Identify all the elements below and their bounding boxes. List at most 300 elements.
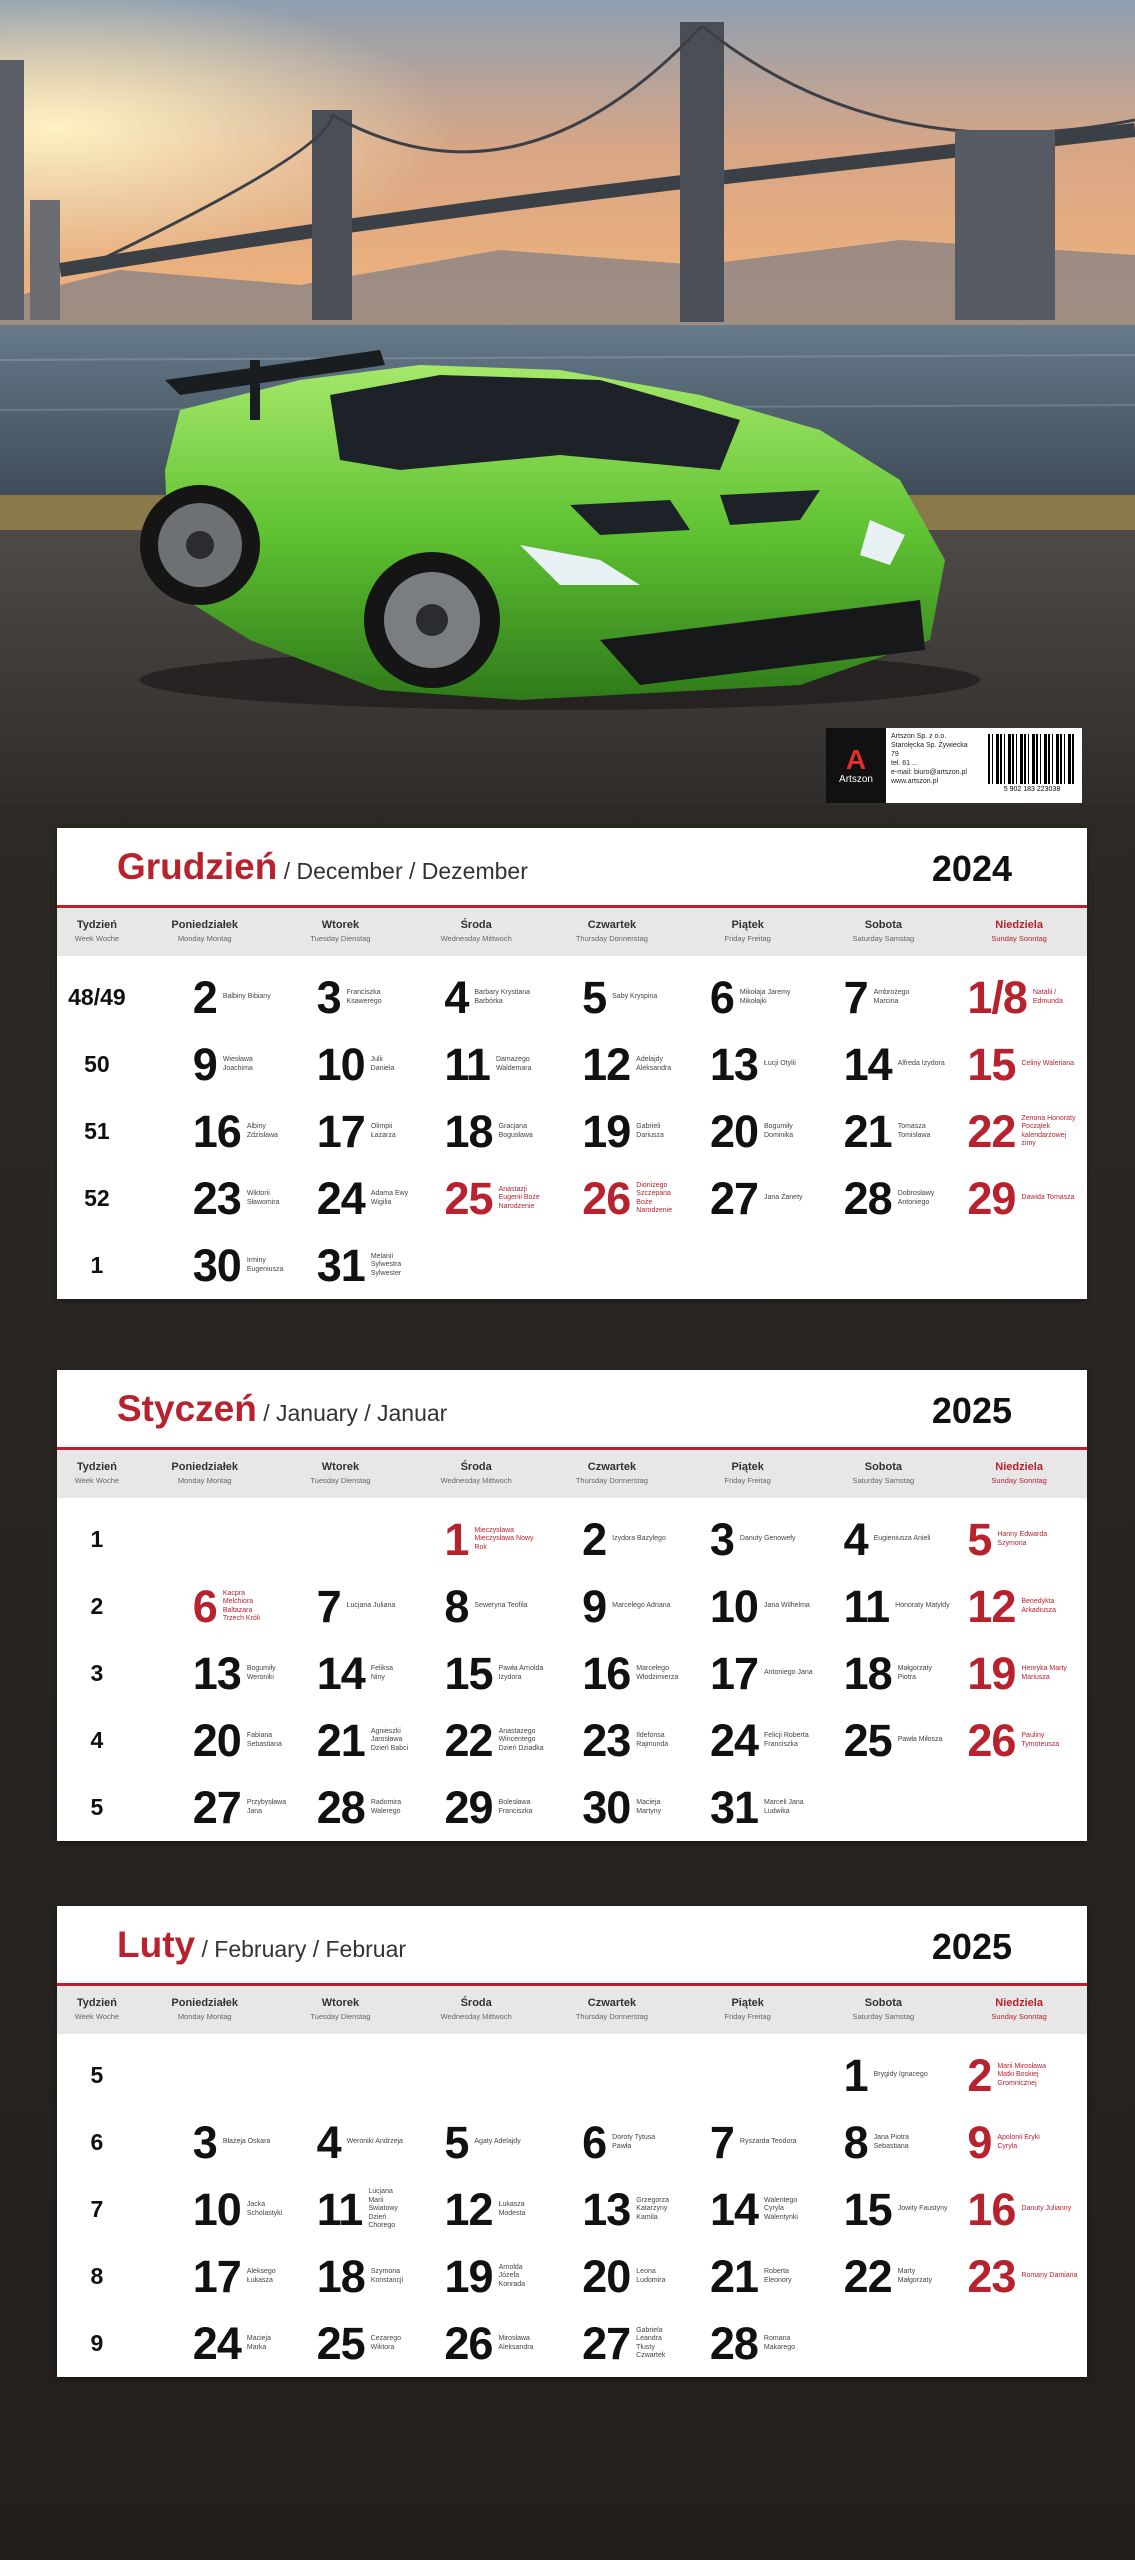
day-number: 1 bbox=[843, 2050, 868, 2101]
name-day-text: Gracjana Bogusława bbox=[498, 1123, 533, 1139]
day-cell bbox=[273, 1640, 409, 1707]
weekday-header bbox=[137, 919, 273, 945]
day-cell bbox=[137, 1774, 287, 1841]
day-cell bbox=[544, 2042, 680, 2109]
week-row bbox=[57, 1774, 1087, 1841]
day-cell bbox=[951, 2310, 1087, 2377]
weekday-translation: Saturday Samstag bbox=[852, 934, 915, 943]
month-panel bbox=[57, 828, 1087, 1299]
week-row bbox=[57, 2042, 1087, 2109]
week-row bbox=[57, 964, 1087, 1031]
day-cell bbox=[273, 1232, 409, 1299]
name-day-text: Marcelego Adriana bbox=[612, 1602, 671, 1610]
day-number: 8 bbox=[444, 1581, 469, 1632]
name-day-text: Marii Mirosława Matki Boskiej Gromnicznej bbox=[997, 2062, 1046, 2087]
name-day-text: Lucjana Marii Światowy Dzień Chorego bbox=[368, 2188, 398, 2230]
weekday-header-row bbox=[57, 1986, 1087, 2034]
day-cell bbox=[137, 2109, 273, 2176]
day-cell bbox=[680, 2310, 816, 2377]
day-number: 28 bbox=[709, 2318, 758, 2369]
day-cell bbox=[273, 2243, 409, 2310]
day-cell bbox=[273, 2176, 409, 2243]
day-number: 26 bbox=[582, 1173, 631, 1224]
day-number: 26 bbox=[444, 2318, 493, 2369]
week-number: 5 bbox=[90, 1794, 104, 1820]
day-number: 14 bbox=[843, 1039, 892, 1090]
weekday-name: Wtorek bbox=[321, 919, 360, 931]
day-number: 25 bbox=[444, 1173, 493, 1224]
day-cell bbox=[544, 1640, 680, 1707]
day-number: 24 bbox=[316, 1173, 365, 1224]
day-number: 7 bbox=[709, 2117, 734, 2168]
day-number: 10 bbox=[192, 2184, 241, 2235]
weekday-translation: Friday Freitag bbox=[724, 934, 771, 943]
name-day-text: Romana Makarego bbox=[763, 2335, 796, 2351]
publisher-line: Artszon Sp. z o.o. bbox=[891, 733, 947, 740]
day-number: 31 bbox=[709, 1782, 758, 1833]
name-day-text: Bogumiły Dominika bbox=[764, 1123, 794, 1139]
name-day-text: Błażeja Oskara bbox=[222, 2138, 271, 2146]
day-number: 12 bbox=[444, 2184, 493, 2235]
weekday-header bbox=[408, 919, 544, 945]
day-number: 9 bbox=[582, 1581, 607, 1632]
name-day-text: Leona Ludomira bbox=[636, 2268, 666, 2284]
day-number: 10 bbox=[709, 1581, 758, 1632]
day-cell bbox=[408, 964, 544, 1031]
weekday-translation: Sunday Sonntag bbox=[991, 1476, 1047, 1485]
day-number: 24 bbox=[192, 2318, 241, 2369]
day-cell bbox=[408, 1573, 544, 1640]
day-number: 22 bbox=[843, 2251, 892, 2302]
month-title bbox=[117, 1924, 406, 1966]
week-number: 48/49 bbox=[68, 984, 126, 1010]
barcode-number: 5 902 183 223038 bbox=[1003, 786, 1061, 793]
barcode bbox=[986, 734, 1078, 797]
day-number: 4 bbox=[444, 972, 469, 1023]
day-number: 22 bbox=[444, 1715, 493, 1766]
day-number: 17 bbox=[316, 1106, 365, 1157]
day-cell bbox=[544, 1098, 680, 1165]
day-cell bbox=[816, 1031, 952, 1098]
day-cell bbox=[409, 1707, 545, 1774]
day-cell bbox=[273, 2310, 409, 2377]
day-cell bbox=[951, 1774, 1087, 1841]
name-day-text: Mirosława Aleksandra bbox=[498, 2335, 534, 2351]
name-day-text: Felicji Roberta Franciszka bbox=[764, 1732, 809, 1748]
day-number: 28 bbox=[843, 1173, 892, 1224]
day-cell bbox=[816, 1707, 952, 1774]
publisher-line: tel. 61 ... bbox=[891, 760, 918, 767]
weekday-translation: Week Woche bbox=[74, 1476, 120, 1485]
day-cell bbox=[408, 2109, 544, 2176]
day-cell bbox=[816, 2109, 952, 2176]
weekday-header bbox=[680, 1461, 816, 1487]
day-cell bbox=[951, 1640, 1087, 1707]
month-translations: / January / Januar bbox=[256, 1400, 448, 1426]
weekday-header bbox=[137, 1461, 273, 1487]
name-day-text: Mieczysława Mieczysława Nowy Rok bbox=[474, 1526, 534, 1551]
weekday-name: Niedziela bbox=[995, 1461, 1043, 1473]
name-day-text: Małgorzaty Piotra bbox=[897, 1665, 932, 1681]
month-name: Styczeń bbox=[117, 1388, 257, 1429]
name-day-text: Macieja Marka bbox=[246, 2335, 271, 2351]
name-day-text: Franciszka Ksawerego bbox=[346, 989, 382, 1005]
month-panel bbox=[57, 1906, 1087, 2377]
day-number: 4 bbox=[316, 2117, 341, 2168]
day-number: 22 bbox=[967, 1106, 1016, 1157]
name-day-text: Natalii / Edmunda bbox=[1032, 989, 1063, 1005]
day-cell bbox=[680, 1573, 816, 1640]
weekday-name: Poniedziałek bbox=[171, 1997, 239, 2009]
name-day-text: Doroty Tytusa Pawła bbox=[612, 2134, 656, 2150]
month-header bbox=[57, 828, 1087, 908]
weekday-header bbox=[544, 919, 680, 945]
day-cell bbox=[951, 1506, 1087, 1573]
month-translations: / February / Februar bbox=[195, 1936, 407, 1962]
day-number: 3 bbox=[709, 1514, 734, 1565]
days-grid bbox=[57, 2034, 1087, 2377]
name-day-text: Jowity Faustyny bbox=[897, 2205, 948, 2213]
day-cell bbox=[544, 2310, 680, 2377]
name-day-text: Grzegorza Katarzyny Kamila bbox=[636, 2196, 669, 2221]
name-day-text: Pauliny Tymoteusza bbox=[1021, 1732, 1060, 1748]
calendar-photo bbox=[0, 0, 1135, 805]
days-grid bbox=[57, 956, 1087, 1299]
day-cell bbox=[680, 2109, 816, 2176]
name-day-text: Weroniki Andrzeja bbox=[346, 2138, 403, 2146]
day-cell bbox=[544, 1707, 680, 1774]
day-cell bbox=[273, 1774, 409, 1841]
name-day-text: Apolonii Eryki Cyryla bbox=[997, 2134, 1040, 2150]
day-number: 3 bbox=[316, 972, 341, 1023]
weekday-name: Sobota bbox=[864, 919, 903, 931]
day-number: 18 bbox=[444, 1106, 493, 1157]
weekday-header bbox=[544, 1997, 680, 2023]
day-cell bbox=[544, 964, 680, 1031]
day-number: 16 bbox=[582, 1648, 631, 1699]
week-row bbox=[57, 1506, 1087, 1573]
month-title bbox=[117, 846, 528, 888]
name-day-text: Eugieniusza Anieli bbox=[873, 1535, 931, 1543]
name-day-text: Gabrieli Dariusza bbox=[636, 1123, 664, 1139]
day-number: 16 bbox=[967, 2184, 1016, 2235]
day-number: 13 bbox=[582, 2184, 631, 2235]
day-cell bbox=[408, 2310, 544, 2377]
weekday-header bbox=[816, 1997, 952, 2023]
day-number: 23 bbox=[192, 1173, 241, 1224]
day-number: 12 bbox=[967, 1581, 1016, 1632]
day-number: 11 bbox=[316, 2184, 363, 2235]
barcode-bars bbox=[988, 734, 1076, 784]
week-row bbox=[57, 1232, 1087, 1299]
day-number: 5 bbox=[967, 1514, 992, 1565]
day-cell bbox=[680, 1707, 816, 1774]
day-number: 17 bbox=[709, 1648, 758, 1699]
name-day-text: Jacka Scholastyki bbox=[246, 2201, 283, 2217]
day-number: 2 bbox=[967, 2050, 992, 2101]
day-cell bbox=[273, 1098, 409, 1165]
month-year: 2025 bbox=[931, 1926, 1012, 1967]
day-cell bbox=[816, 1506, 952, 1573]
day-cell bbox=[273, 2109, 409, 2176]
week-number: 2 bbox=[90, 1593, 104, 1619]
day-number: 14 bbox=[709, 2184, 758, 2235]
name-day-text: Henryka Marty Mariusza bbox=[1021, 1665, 1067, 1681]
weekday-translation: Tuesday Dienstag bbox=[310, 934, 371, 943]
week-number: 3 bbox=[90, 1660, 104, 1686]
day-cell bbox=[544, 2109, 680, 2176]
weekday-translation: Saturday Samstag bbox=[852, 2012, 915, 2021]
day-cell bbox=[951, 1573, 1087, 1640]
day-cell bbox=[951, 2243, 1087, 2310]
publisher-logo-icon: A bbox=[845, 744, 867, 775]
day-number: 20 bbox=[192, 1715, 241, 1766]
week-row bbox=[57, 1640, 1087, 1707]
day-cell bbox=[273, 964, 409, 1031]
day-cell bbox=[273, 1165, 409, 1232]
day-number: 6 bbox=[709, 972, 734, 1023]
day-cell bbox=[816, 1640, 952, 1707]
name-day-text: Agnieszki Jarosława Dzień Babci bbox=[370, 1727, 409, 1752]
car-bridge-illustration bbox=[0, 0, 1135, 805]
weekday-name: Tydzień bbox=[76, 1997, 117, 2009]
publisher-line: Starolęcka Sp. Żywiecka 79 bbox=[891, 742, 968, 758]
day-cell bbox=[544, 2176, 680, 2243]
days-grid bbox=[57, 1498, 1087, 1841]
day-number: 20 bbox=[709, 1106, 758, 1157]
name-day-text: Ryszarda Teodora bbox=[739, 2138, 797, 2146]
day-cell bbox=[816, 2042, 952, 2109]
day-cell bbox=[544, 1573, 680, 1640]
day-number: 23 bbox=[967, 2251, 1016, 2302]
day-number: 19 bbox=[444, 2251, 493, 2302]
day-cell bbox=[680, 2042, 816, 2109]
day-number: 15 bbox=[843, 2184, 892, 2235]
day-cell bbox=[409, 1640, 545, 1707]
name-day-text: Zenona Honoraty Początek kalendarzowej zimy bbox=[1021, 1114, 1076, 1147]
weekday-translation: Sunday Sonntag bbox=[991, 934, 1047, 943]
day-cell bbox=[816, 1098, 952, 1165]
name-day-text: Celiny Waleriana bbox=[1021, 1060, 1075, 1068]
day-number: 31 bbox=[316, 1240, 365, 1291]
day-cell bbox=[409, 2243, 545, 2310]
name-day-text: Dawida Tomasza bbox=[1021, 1194, 1075, 1202]
day-cell bbox=[680, 1774, 816, 1841]
day-number: 29 bbox=[967, 1173, 1016, 1224]
weekday-header bbox=[273, 1997, 409, 2023]
month-panel bbox=[57, 1370, 1087, 1841]
month-year: 2024 bbox=[931, 848, 1012, 889]
weekday-translation: Friday Freitag bbox=[724, 2012, 771, 2021]
day-cell bbox=[951, 964, 1087, 1031]
day-number: 21 bbox=[709, 2251, 758, 2302]
weekday-header bbox=[273, 919, 409, 945]
name-day-text: Danuty Genowefy bbox=[739, 1535, 796, 1543]
day-number: 11 bbox=[444, 1039, 490, 1090]
weekday-header bbox=[951, 1461, 1087, 1487]
day-number: 21 bbox=[843, 1106, 892, 1157]
name-day-text: Dionizego Szczepana Boże Narodzenie bbox=[636, 1181, 673, 1214]
day-cell bbox=[273, 1573, 409, 1640]
weekday-header bbox=[816, 919, 952, 945]
name-day-text: Irminy Eugeniusza bbox=[246, 1257, 284, 1273]
name-day-text: Danuty Julianny bbox=[1021, 2205, 1072, 2213]
day-cell bbox=[137, 2042, 273, 2109]
name-day-text: Fabiana Sebastiana bbox=[246, 1732, 282, 1748]
name-day-text: Anastazego Wincentego Dzień Dziadka bbox=[498, 1727, 544, 1752]
week-row bbox=[57, 2243, 1087, 2310]
weekday-translation: Week Woche bbox=[74, 2012, 120, 2021]
day-cell bbox=[137, 964, 273, 1031]
publisher-address bbox=[886, 728, 982, 803]
name-day-text: Pawła Arnolda Izydora bbox=[498, 1665, 544, 1681]
day-cell bbox=[137, 1232, 284, 1299]
day-number: 13 bbox=[192, 1648, 241, 1699]
day-number: 1/8 bbox=[967, 972, 1027, 1023]
day-number: 19 bbox=[582, 1106, 631, 1157]
name-day-text: Melanii Sylwestra Sylwester bbox=[370, 1252, 402, 1277]
day-number: 15 bbox=[967, 1039, 1016, 1090]
day-number: 11 bbox=[843, 1581, 890, 1632]
day-cell bbox=[951, 2109, 1087, 2176]
weekday-name: Tydzień bbox=[76, 919, 117, 931]
day-cell bbox=[680, 2243, 816, 2310]
day-cell bbox=[544, 1774, 680, 1841]
weekday-header-row bbox=[57, 908, 1087, 956]
name-day-text: Benedykta Arkadiusza bbox=[1021, 1598, 1057, 1614]
week-number: 8 bbox=[90, 2263, 104, 2289]
day-cell bbox=[273, 2042, 409, 2109]
week-row bbox=[57, 2176, 1087, 2243]
name-day-text: Łucji Otylii bbox=[763, 1060, 796, 1068]
weekday-translation: Saturday Samstag bbox=[852, 1476, 915, 1485]
day-number: 7 bbox=[843, 972, 868, 1023]
day-cell bbox=[137, 1165, 280, 1232]
weekday-header-row bbox=[57, 1450, 1087, 1498]
day-number: 2 bbox=[192, 972, 217, 1023]
name-day-text: Przybysława Jana bbox=[246, 1799, 287, 1815]
day-cell bbox=[951, 1165, 1087, 1232]
weekday-translation: Monday Montag bbox=[177, 2012, 232, 2021]
weekday-translation: Week Woche bbox=[74, 934, 120, 943]
name-day-text: Jana Wilhelma bbox=[763, 1602, 810, 1610]
day-cell bbox=[816, 1774, 952, 1841]
week-number: 1 bbox=[90, 1252, 104, 1278]
name-day-text: Ambrożego Marcina bbox=[873, 989, 910, 1005]
day-cell bbox=[680, 1165, 816, 1232]
name-day-text: Romany Damiana bbox=[1021, 2272, 1078, 2280]
name-day-text: Kacpra Melchiora Baltazara Trzech Króli bbox=[222, 1589, 260, 1622]
day-cell bbox=[680, 1031, 816, 1098]
day-number: 30 bbox=[192, 1240, 241, 1291]
weekday-name: Czwartek bbox=[587, 1997, 637, 2009]
day-cell bbox=[137, 1031, 273, 1098]
month-title bbox=[117, 1388, 447, 1430]
weekday-header bbox=[544, 1461, 680, 1487]
day-cell bbox=[137, 2310, 273, 2377]
day-cell bbox=[951, 2042, 1087, 2109]
publisher-name: Artszon bbox=[839, 774, 873, 785]
name-day-text: Anastazji Eugenii Boże Narodzenie bbox=[498, 1185, 540, 1210]
day-cell bbox=[137, 1506, 273, 1573]
day-cell bbox=[951, 1098, 1087, 1165]
weekday-name: Środa bbox=[460, 1461, 492, 1473]
weekday-header bbox=[273, 1461, 409, 1487]
day-number: 26 bbox=[967, 1715, 1016, 1766]
day-cell bbox=[409, 1774, 545, 1841]
name-day-text: Honoraty Matyldy bbox=[895, 1602, 950, 1610]
name-day-text: Szymona Konstancji bbox=[370, 2268, 404, 2284]
weekday-name: Poniedziałek bbox=[171, 919, 239, 931]
day-number: 18 bbox=[843, 1648, 892, 1699]
name-day-text: Julii Daniela bbox=[370, 1056, 395, 1072]
name-day-text: Walentego Cyryla Walentynki bbox=[764, 2196, 798, 2221]
week-row bbox=[57, 1031, 1087, 1098]
publisher-line: e-mail: biuro@artszon.pl bbox=[891, 769, 967, 776]
weekday-translation: Monday Montag bbox=[177, 1476, 232, 1485]
day-cell bbox=[409, 1165, 545, 1232]
name-day-text: Alfreda Izydora bbox=[897, 1060, 945, 1068]
day-number: 21 bbox=[316, 1715, 365, 1766]
day-cell bbox=[816, 964, 952, 1031]
week-number-header bbox=[57, 1461, 137, 1487]
publisher-badge bbox=[826, 728, 1082, 803]
day-cell bbox=[409, 2176, 545, 2243]
week-number: 9 bbox=[90, 2330, 104, 2356]
weekday-translation: Wednesday Mittwoch bbox=[440, 2012, 512, 2021]
name-day-text: Ildefonsa Rajmunda bbox=[636, 1732, 669, 1748]
name-day-text: Gabriela Leandra Tłusty Czwartek bbox=[636, 2326, 666, 2359]
day-number: 10 bbox=[316, 1039, 365, 1090]
weekday-header bbox=[816, 1461, 952, 1487]
day-number: 12 bbox=[582, 1039, 631, 1090]
day-number: 4 bbox=[843, 1514, 868, 1565]
day-number: 3 bbox=[192, 2117, 217, 2168]
day-number: 27 bbox=[709, 1173, 758, 1224]
day-cell bbox=[408, 2042, 544, 2109]
name-day-text: Pawła Miłosza bbox=[897, 1736, 943, 1744]
day-cell bbox=[816, 1165, 952, 1232]
week-row bbox=[57, 2109, 1087, 2176]
day-number: 17 bbox=[192, 2251, 241, 2302]
weekday-header bbox=[137, 1997, 273, 2023]
name-day-text: Adama Ewy Wigilia bbox=[370, 1190, 409, 1206]
week-number: 7 bbox=[90, 2196, 104, 2222]
day-cell bbox=[137, 1707, 282, 1774]
day-number: 27 bbox=[582, 2318, 631, 2369]
weekday-translation: Thursday Donnerstag bbox=[575, 2012, 648, 2021]
day-cell bbox=[137, 1098, 278, 1165]
day-number: 15 bbox=[444, 1648, 493, 1699]
name-day-text: Hanny Edwarda Szymona bbox=[997, 1531, 1048, 1547]
month-name: Grudzień bbox=[117, 846, 278, 887]
day-cell bbox=[680, 2176, 816, 2243]
day-cell bbox=[951, 1232, 1087, 1299]
weekday-translation: Wednesday Mittwoch bbox=[440, 1476, 512, 1485]
weekday-translation: Friday Freitag bbox=[724, 1476, 771, 1485]
day-cell bbox=[544, 1232, 680, 1299]
weekday-name: Środa bbox=[460, 1997, 492, 2009]
day-number: 7 bbox=[316, 1581, 341, 1632]
week-number-header bbox=[57, 1997, 137, 2023]
day-cell bbox=[137, 2243, 276, 2310]
week-number: 52 bbox=[84, 1185, 110, 1211]
name-day-text: Tomasza Tomisława bbox=[897, 1123, 931, 1139]
name-day-text: Lucjana Juliana bbox=[346, 1602, 396, 1610]
week-number: 4 bbox=[90, 1727, 104, 1753]
day-cell bbox=[816, 1232, 952, 1299]
weekday-header bbox=[680, 1997, 816, 2023]
